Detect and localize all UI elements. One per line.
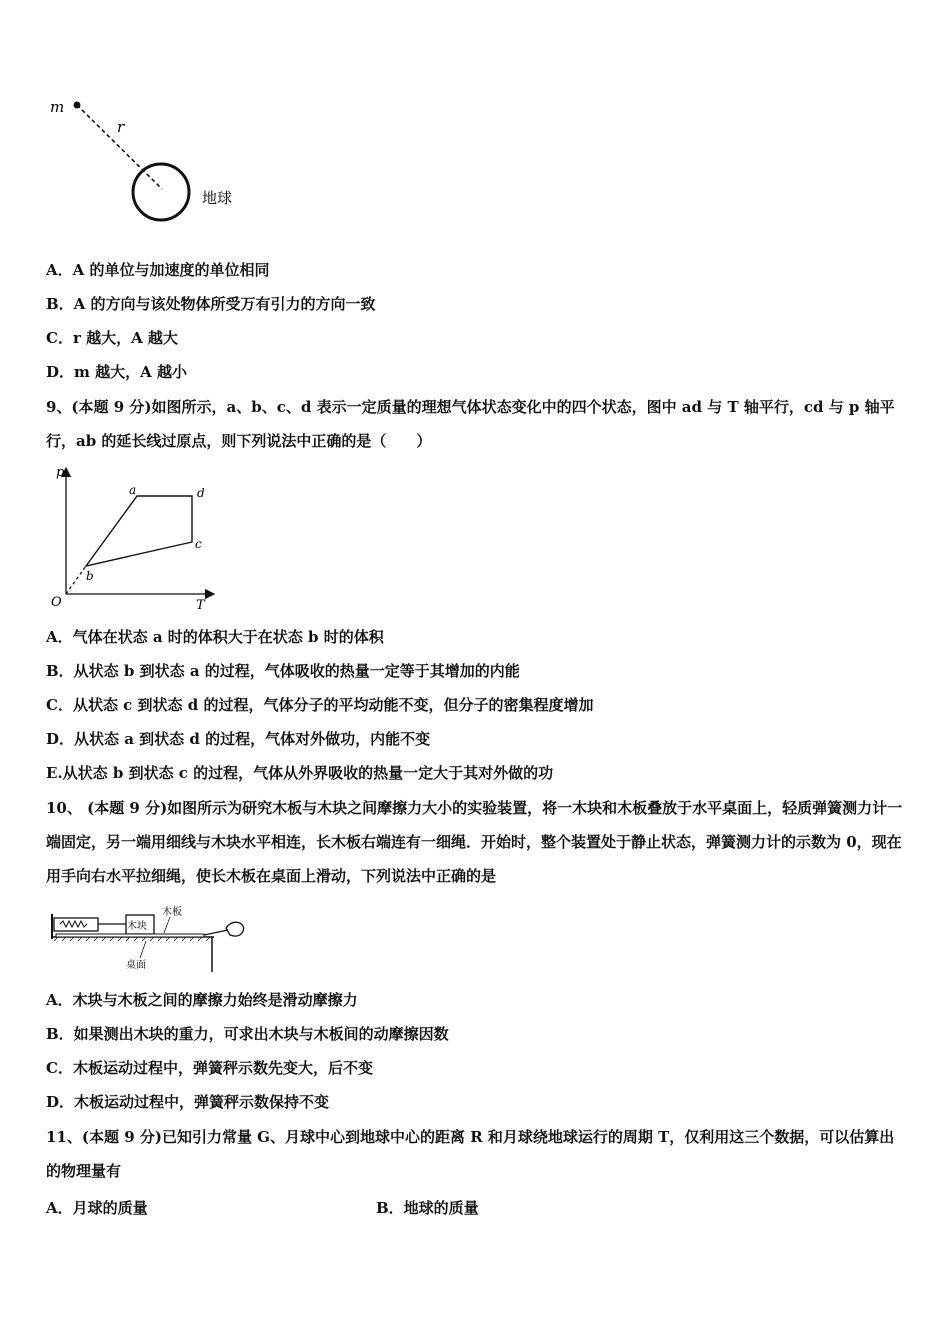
q11-option-a: A．月球的质量 [46, 1199, 148, 1217]
spring-coil [60, 921, 87, 927]
q10-option-c: C．木板运动过程中，弹簧秤示数先变大，后不变 [46, 1059, 373, 1077]
q10-option-d: D．木板运动过程中，弹簧秤示数保持不变 [46, 1093, 330, 1111]
q11-option-b: B．地球的质量 [376, 1199, 479, 1217]
q9-stem: 9、(本题 9 分)如图所示，a、b、c、d 表示一定质量的理想气体状态变化中的四个状态，图中 ad 与 T 轴平行，cd 与 p 轴平行，ab 的延长线过原点，则下列说法中正确的是（ ） [46, 398, 895, 450]
table-label: 桌面 [126, 960, 146, 971]
pull-rope [204, 930, 228, 935]
q9-option-d: D．从状态 a 到状态 d 的过程，气体对外做功，内能不变 [46, 730, 431, 748]
label-d: d [197, 486, 205, 500]
label-t: T [196, 598, 205, 613]
spring-scale [54, 918, 98, 931]
block-label: 木块 [127, 921, 147, 932]
label-o: O [51, 595, 62, 610]
label-c: c [195, 537, 202, 551]
earth-circle [133, 164, 189, 220]
earth-gravity-figure [44, 92, 254, 232]
q8-option-c: C．r 越大，A 越大 [46, 329, 178, 347]
q8-option-d: D．m 越大，A 越小 [46, 363, 187, 381]
q11-stem: 11、(本题 9 分)已知引力常量 G、月球中心到地球中心的距离 R 和月球绕地球运行的周期 T，仅利用这三个数据，可以估算出的物理量有 [46, 1128, 895, 1180]
label-a: a [129, 483, 137, 497]
label-earth: 地球 [202, 189, 233, 207]
label-m: m [50, 98, 65, 116]
board-pointer [164, 917, 170, 933]
q10-stem: 10、 (本题 9 分)如图所示为研究木板与木块之间摩擦力大小的实验装置，将一木块和木板叠放于水平桌面上，轻质弹簧测力计一端固定，另一端用细线与木块水平相连，长木板右端连有一细绳．开始时，整个装置处于静止状态，弹簧测力计的示数为 0，现在用手向右水平拉细绳，使长木板在桌面上滑动，下列说法中正确的是 [46, 799, 903, 885]
q9-option-c: C．从状态 c 到状态 d 的过程，气体分子的平均动能不变，但分子的密集程度增加 [46, 696, 594, 714]
q8-option-a: A．A 的单位与加速度的单位相同 [46, 261, 270, 279]
friction-setup-figure [46, 904, 251, 976]
q10-option-a: A．木块与木板之间的摩擦力始终是滑动摩擦力 [46, 991, 358, 1009]
label-b: b [86, 569, 94, 583]
q9-option-e: E.从状态 b 到状态 c 的过程，气体从外界吸收的热量一定大于其对外做的功 [46, 764, 554, 782]
q10-option-b: B．如果测出木块的重力，可求出木块与木板间的动摩擦因数 [46, 1025, 449, 1043]
q8-option-b: B．A 的方向与该处物体所受万有引力的方向一致 [46, 295, 376, 313]
board-label: 木板 [162, 907, 182, 918]
table-pointer [140, 941, 146, 958]
label-r: r [117, 118, 125, 136]
q9-option-b: B．从状态 b 到状态 a 的过程，气体吸收的热量一定等于其增加的内能 [46, 662, 520, 680]
extension-line [66, 566, 86, 594]
hand-icon [226, 922, 244, 936]
pt-graph [44, 462, 224, 614]
q9-option-a: A．气体在状态 a 时的体积大于在状态 b 时的体积 [46, 628, 384, 646]
long-board [56, 934, 204, 937]
state-cycle [86, 496, 192, 566]
label-p: p [56, 465, 65, 480]
